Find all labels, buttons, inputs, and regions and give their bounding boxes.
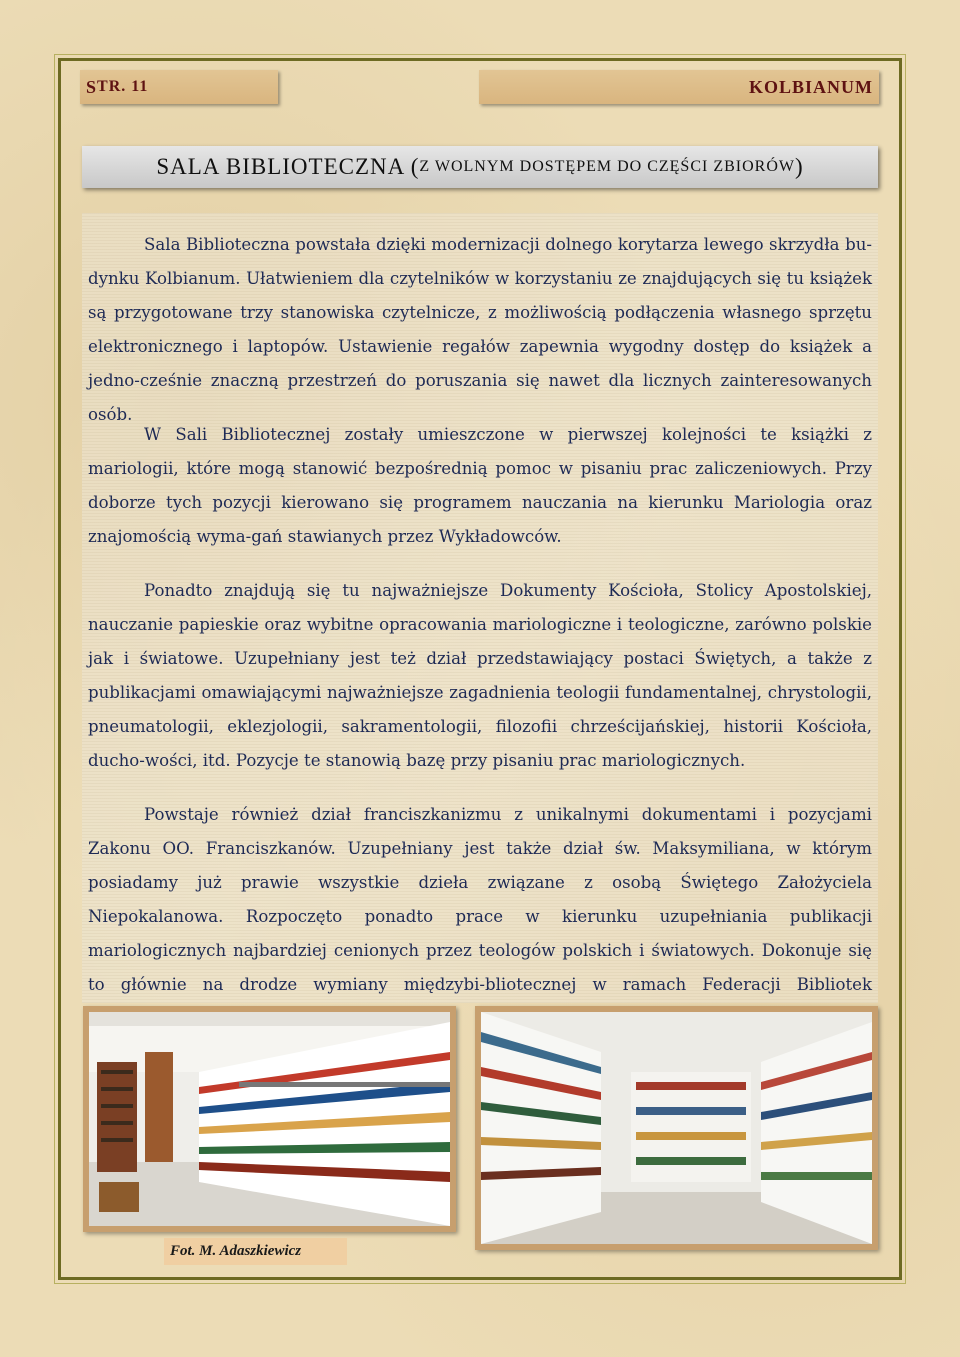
- section-title-subtitle: Z WOLNYM DOSTĘPEM DO CZĘŚCI ZBIORÓW: [419, 158, 795, 175]
- page-number-text: TR. 11: [97, 78, 149, 95]
- paragraph-3: Ponadto znajdują się tu najważniejsze Dokumenty Kościoła, Stolicy Apostolskiej, nauczanie papieskie oraz wybitne opracowania mariologiczne i teologiczne, zarówno polskie jak i światowe. Uzupełniany jest też dział przedstawiający postaci Świętych, a także z publikacjami omawiającymi najważniejsze zagadnienia teologii fundamentalnej, chrystologii, pneumatologii, eklezjologii, sakramentologii, filozofii chrześcijańskiej, historii Kościoła, ducho-wości, itd. Pozycje te stanowią bazę przy pisaniu prac mariologicznych.: [88, 581, 872, 770]
- library-photo-left: [83, 1006, 456, 1232]
- photo-credit: Fot. M. Adaszkiewicz: [170, 1243, 302, 1259]
- page-number-initial: S: [86, 76, 98, 97]
- photo-caption: [164, 1238, 347, 1265]
- library-photo-right: [475, 1006, 878, 1250]
- paragraph-2: W Sali Bibliotecznej zostały umieszczone w pierwszej kolejności te książki z mariologii, które mogą stanowić bezpośrednią pomoc w pisaniu prac zaliczeniowych. Przy doborze tych pozycji kierowano się programem nauczania na kierunku Mariologia oraz znajomością wyma-gań stawianych przez Wykładowców.: [88, 425, 872, 546]
- section-title-close: ): [794, 154, 804, 179]
- paragraph-4: Powstaje również dział franciszkanizmu z unikalnymi dokumentami i pozycjami Zakonu OO. Franciszkanów. Uzupełniany jest także dział św. Maksymiliana, w którym posiadamy już prawie wszystkie dzieła związane z osobą Świętego Założyciela Niepokalanowa. Rozpoczęto ponadto prace w kierunku uzupełniania publikacji mariologicznych najbardziej cenionych przez teologów polskich i światowych. Dokonuje się to głównie na drodze wymiany międzybi-bliotecznej w ramach Federacji Bibliotek: [88, 805, 872, 994]
- library-photo-right-image: [481, 1012, 872, 1244]
- section-title: [82, 146, 878, 188]
- page-number-tab: [80, 70, 278, 104]
- publication-tab: [479, 70, 879, 104]
- publication-name: KOLBIANUM: [748, 76, 873, 97]
- library-photo-left-image: [89, 1012, 450, 1226]
- section-title-main: SALA BIBLIOTECZNA (: [156, 154, 420, 179]
- paragraph-1: Sala Biblioteczna powstała dzięki modernizacji dolnego korytarza lewego skrzydła bu-dynku Kolbianum. Ułatwieniem dla czytelników w korzystaniu ze znajdujących się tu książek są przygotowane trzy stanowiska czytelnicze, z możliwością podłączenia własnego sprzętu elektronicznego i laptopów. Ustawienie regałów zapewnia wygodny dostęp do książek a jedno-cześnie znaczną przestrzeń do poruszania się nawet dla licznych zainteresowanych osób.: [88, 235, 872, 424]
